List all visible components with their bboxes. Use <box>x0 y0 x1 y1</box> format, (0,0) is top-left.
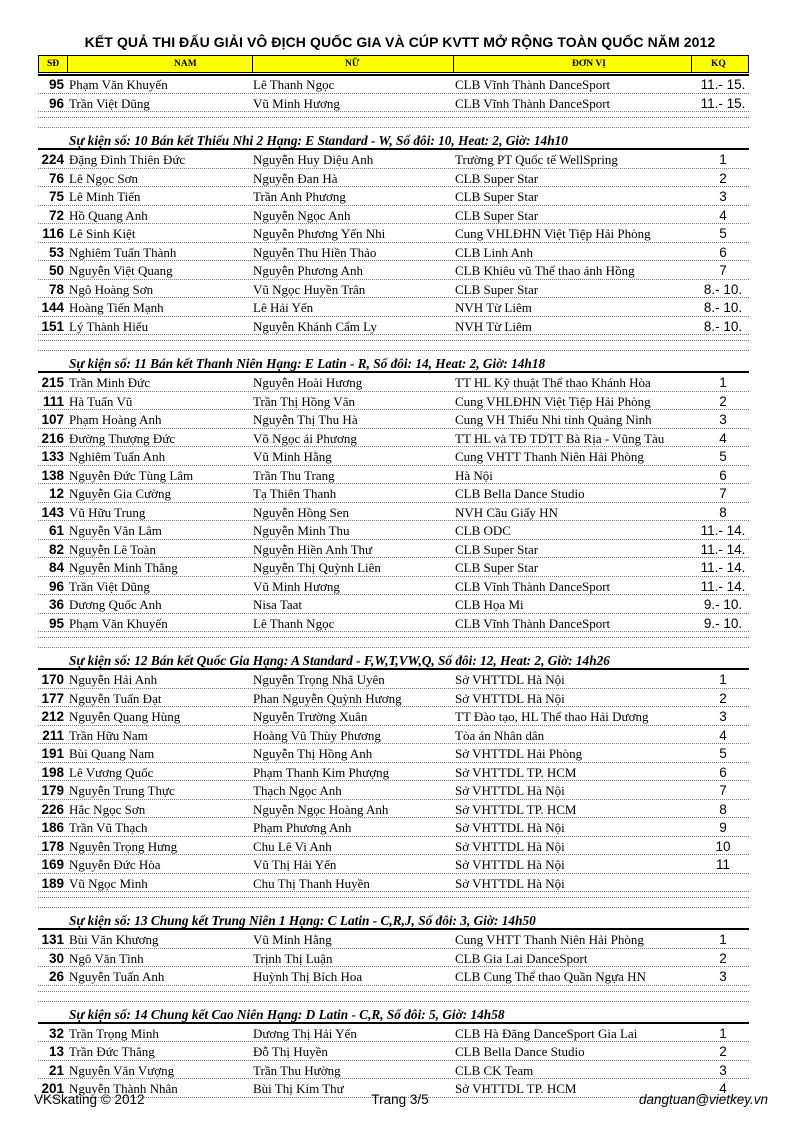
male-dancer: Nghiêm Tuấn Anh <box>69 449 166 464</box>
female-dancer: Nguyễn Minh Thu <box>253 523 350 538</box>
couple-number: 151 <box>41 318 64 334</box>
result: 5 <box>719 746 727 761</box>
club-name: Cung VHLĐHN Việt Tiệp Hải Phòng <box>455 226 651 241</box>
club-name: Sở VHTTDL Hà Nội <box>455 690 565 706</box>
couple-number: 36 <box>48 597 64 612</box>
club-name: CLB Vĩnh Thành DanceSport <box>455 615 611 631</box>
table-row <box>0 95 800 114</box>
couple-number: 61 <box>48 523 64 538</box>
male-dancer: Nguyễn Việt Quang <box>69 263 173 278</box>
result: 9.- 10. <box>703 597 743 612</box>
club-name: Sở VHTTDL Hà Nội <box>455 857 565 872</box>
result: 4 <box>719 1081 727 1096</box>
table-row <box>0 968 800 987</box>
male-dancer: Hắc Ngọc Sơn <box>69 801 146 817</box>
female-dancer: Nguyễn Trọng Nhã Uyên <box>253 672 385 687</box>
couple-number: 107 <box>41 412 64 427</box>
club-name: NVH Từ Liêm <box>455 318 532 334</box>
table-row <box>0 671 800 690</box>
table-row <box>0 819 800 838</box>
male-dancer: Trần Trọng Minh <box>69 1025 159 1041</box>
male-dancer: Nguyễn Gia Cường <box>69 486 172 501</box>
male-dancer: Trần Vũ Thạch <box>69 820 148 835</box>
table-row <box>0 856 800 875</box>
female-dancer: Nguyễn Thị Quỳnh Liên <box>253 560 381 575</box>
table-row <box>0 281 800 300</box>
female-dancer: Nguyễn Ngọc Anh <box>253 207 351 223</box>
event-heading <box>0 131 800 151</box>
table-row <box>0 188 800 207</box>
male-dancer: Trần Hữu Nam <box>69 727 148 743</box>
couple-number: 186 <box>41 820 64 835</box>
table-row <box>0 1062 800 1081</box>
section-gap <box>38 340 749 351</box>
section-gap <box>38 897 749 908</box>
club-name: CLB Super Star <box>455 541 539 557</box>
male-dancer: Dương Quốc Anh <box>69 597 162 612</box>
female-dancer: Nguyễn Đan Hà <box>253 170 338 186</box>
event-heading <box>0 911 800 931</box>
table-row <box>0 690 800 709</box>
club-name: CLB Cung Thể thao Quần Ngựa HN <box>455 969 646 984</box>
table-row <box>0 578 800 597</box>
male-dancer: Nguyễn Văn Lâm <box>69 523 162 538</box>
couple-number: 75 <box>48 189 64 204</box>
female-dancer: Dương Thị Hải Yến <box>253 1025 357 1041</box>
header-nam: NAM <box>174 59 197 69</box>
club-name: NVH Cầu Giấy HN <box>455 504 558 520</box>
table-row <box>0 318 800 337</box>
female-dancer: Vũ Minh Hương <box>253 95 340 111</box>
event-heading <box>0 354 800 374</box>
couple-number: 53 <box>48 244 64 260</box>
result: 8 <box>719 504 727 520</box>
footer-copyright: VKSkating © 2012 <box>34 1092 145 1107</box>
table-row <box>0 467 800 486</box>
result: 9 <box>719 820 727 835</box>
result: 2 <box>719 690 727 706</box>
result: 1 <box>719 1025 727 1041</box>
female-dancer: Nguyễn Huy Diệu Anh <box>253 152 374 167</box>
male-dancer: Nguyễn Văn Vượng <box>69 1062 175 1078</box>
result: 11.- 15. <box>700 95 746 111</box>
female-dancer: Phạm Thanh Kim Phượng <box>253 764 390 780</box>
female-dancer: Nguyễn Hoài Hương <box>253 375 363 390</box>
section-gap <box>38 117 749 128</box>
female-dancer: Nguyễn Ngọc Hoàng Anh <box>253 801 389 817</box>
result: 7 <box>719 486 727 501</box>
result: 3 <box>719 189 727 204</box>
couple-number: 177 <box>41 690 64 706</box>
couple-number: 96 <box>48 578 64 594</box>
result: 8.- 10. <box>703 300 743 315</box>
club-name: Sở VHTTDL Hà Nội <box>455 820 565 835</box>
couple-number: 170 <box>41 672 64 687</box>
table-row <box>0 76 800 95</box>
male-dancer: Lê Minh Tiến <box>69 189 141 204</box>
female-dancer: Lê Thanh Ngọc <box>253 615 335 631</box>
couple-number: 169 <box>41 857 64 872</box>
male-dancer: Nguyễn Minh Thắng <box>69 560 178 575</box>
couple-number: 144 <box>41 300 64 315</box>
section-gap <box>38 637 749 648</box>
female-dancer: Nguyễn Hiền Anh Thư <box>253 541 373 557</box>
result: 1 <box>719 672 727 687</box>
table-row <box>0 782 800 801</box>
female-dancer: Huỳnh Thị Bích Hoa <box>253 969 363 984</box>
table-row <box>0 262 800 281</box>
female-dancer: Bùi Thị Kim Thư <box>253 1081 344 1096</box>
table-row <box>0 151 800 170</box>
result: 3 <box>719 969 727 984</box>
club-name: CLB Gia Lai DanceSport <box>455 950 588 966</box>
header-donvi: ĐƠN VỊ <box>572 59 606 69</box>
couple-number: 215 <box>41 375 64 390</box>
couple-number: 84 <box>48 560 64 575</box>
table-row <box>0 727 800 746</box>
result: 11.- 14. <box>700 560 746 575</box>
club-name: CLB Bella Dance Studio <box>455 486 585 501</box>
club-name: CLB CK Team <box>455 1062 534 1078</box>
male-dancer: Lý Thành Hiếu <box>69 318 149 334</box>
couple-number: 179 <box>41 783 64 798</box>
male-dancer: Nguyễn Đức Hòa <box>69 857 161 872</box>
couple-number: 96 <box>48 95 64 111</box>
table-row <box>0 504 800 523</box>
female-dancer: Lê Hải Yến <box>253 300 314 315</box>
result: 4 <box>719 727 727 743</box>
female-dancer: Chu Lê Vi Anh <box>253 838 332 854</box>
male-dancer: Phạm Văn Khuyến <box>69 615 168 631</box>
table-row <box>0 950 800 969</box>
male-dancer: Trần Việt Dũng <box>69 95 150 111</box>
club-name: Cung VHTT Thanh Niên Hải Phòng <box>455 932 644 947</box>
result: 6 <box>719 244 727 260</box>
club-name: CLB Super Star <box>455 207 539 223</box>
footer-page-number: Trang 3/5 <box>371 1092 429 1107</box>
couple-number: 198 <box>41 764 64 780</box>
male-dancer: Bùi Văn Khương <box>69 932 159 947</box>
female-dancer: Hoàng Vũ Thùy Phương <box>253 727 381 743</box>
male-dancer: Hoàng Tiến Mạnh <box>69 300 164 315</box>
result: 11.- 15. <box>700 77 746 92</box>
female-dancer: Đỗ Thị Huyền <box>253 1044 328 1059</box>
female-dancer: Tạ Thiên Thanh <box>253 486 337 501</box>
table-row <box>0 596 800 615</box>
result: 1 <box>719 152 727 167</box>
result: 11.- 14. <box>700 523 746 538</box>
male-dancer: Nguyễn Đức Tùng Lâm <box>69 467 194 483</box>
club-name: CLB Vĩnh Thành DanceSport <box>455 77 611 92</box>
result: 5 <box>719 226 727 241</box>
header-nu: NỮ <box>345 59 360 69</box>
female-dancer: Nguyễn Thu Hiền Thảo <box>253 244 377 260</box>
couple-number: 189 <box>41 875 64 891</box>
club-name: Hà Nội <box>455 467 493 483</box>
male-dancer: Nghiêm Tuấn Thành <box>69 244 177 260</box>
couple-number: 111 <box>42 393 64 409</box>
table-row <box>0 559 800 578</box>
club-name: Cung VHLĐHN Việt Tiệp Hải Phòng <box>455 393 651 409</box>
female-dancer: Chu Thị Thanh Huyền <box>253 875 370 891</box>
club-name: Sở VHTTDL TP. HCM <box>455 764 577 780</box>
table-row <box>0 541 800 560</box>
result: 7 <box>719 263 727 278</box>
club-name: CLB Vĩnh Thành DanceSport <box>455 95 611 111</box>
female-dancer: Vũ Minh Hằng <box>253 932 332 947</box>
table-row <box>0 393 800 412</box>
couple-number: 178 <box>41 838 64 854</box>
club-name: Sở VHTTDL Hà Nội <box>455 672 565 687</box>
table-row <box>0 764 800 783</box>
couple-number: 26 <box>48 969 64 984</box>
couple-number: 30 <box>48 950 64 966</box>
couple-number: 21 <box>48 1062 64 1078</box>
header-kq: KQ <box>711 59 726 69</box>
table-row <box>0 801 800 820</box>
male-dancer: Nguyễn Trọng Hưng <box>69 838 178 854</box>
club-name: CLB Khiêu vũ Thể thao ánh Hồng <box>455 263 635 278</box>
table-row <box>0 875 800 894</box>
table-row <box>0 411 800 430</box>
club-name: CLB ODC <box>455 523 511 538</box>
club-name: CLB Vĩnh Thành DanceSport <box>455 578 611 594</box>
male-dancer: Vũ Hữu Trung <box>69 504 146 520</box>
result: 10 <box>715 838 731 854</box>
table-row <box>0 1043 800 1062</box>
club-name: Sở VHTTDL TP. HCM <box>455 801 577 817</box>
club-name: CLB Super Star <box>455 281 539 297</box>
male-dancer: Lê Vương Quốc <box>69 764 154 780</box>
male-dancer: Nguyễn Tuấn Anh <box>69 969 165 984</box>
female-dancer: Vũ Minh Hương <box>253 578 340 594</box>
result: 9.- 10. <box>703 615 743 631</box>
result: 4 <box>719 207 727 223</box>
table-row <box>0 299 800 318</box>
male-dancer: Nguyễn Quang Hùng <box>69 709 181 724</box>
female-dancer: Nguyễn Khánh Cẩm Ly <box>253 318 377 334</box>
club-name: TT HL Kỹ thuật Thể thao Khánh Hòa <box>455 375 651 390</box>
couple-number: 138 <box>41 467 64 483</box>
female-dancer: Nguyễn Trường Xuân <box>253 709 368 724</box>
result: 6 <box>719 467 727 483</box>
result: 4 <box>719 430 727 446</box>
couple-number: 201 <box>41 1081 64 1096</box>
male-dancer: Trần Đức Thắng <box>69 1044 155 1059</box>
couple-number: 131 <box>41 932 64 947</box>
result: 11.- 14. <box>700 578 746 594</box>
result: 7 <box>719 783 727 798</box>
event-title: Sự kiện số: 13 Chung kết Trung Niên 1 Hạng: C Latin - C,R,J, Số đôi: 3, Giờ: 14h50 <box>69 913 536 928</box>
female-dancer: Nguyễn Phương Yến Nhi <box>253 226 386 241</box>
result: 1 <box>719 375 727 390</box>
club-name: Sở VHTTDL Hà Nội <box>455 838 565 854</box>
result: 3 <box>719 1062 727 1078</box>
club-name: CLB Bella Dance Studio <box>455 1044 585 1059</box>
male-dancer: Trần Việt Dũng <box>69 578 150 594</box>
female-dancer: Trần Anh Phương <box>253 189 346 204</box>
couple-number: 50 <box>48 263 64 278</box>
male-dancer: Hà Tuấn Vũ <box>69 393 133 409</box>
male-dancer: Nguyễn Hải Anh <box>69 672 158 687</box>
couple-number: 116 <box>42 226 64 241</box>
club-name: Sở VHTTDL Hà Nội <box>455 783 565 798</box>
result: 8 <box>719 801 727 817</box>
result: 8.- 10. <box>703 281 743 297</box>
male-dancer: Ngô Văn Tình <box>69 950 144 966</box>
couple-number: 13 <box>48 1044 64 1059</box>
male-dancer: Lê Sinh Kiệt <box>69 226 136 241</box>
result: 6 <box>719 764 727 780</box>
table-row <box>0 225 800 244</box>
result: 11 <box>715 857 730 872</box>
table-row <box>0 708 800 727</box>
event-heading <box>0 651 800 671</box>
male-dancer: Phạm Văn Khuyến <box>69 77 168 92</box>
table-row <box>0 615 800 634</box>
couple-number: 12 <box>48 486 64 501</box>
result: 2 <box>719 170 727 186</box>
couple-number: 212 <box>41 709 64 724</box>
club-name: CLB Họa Mi <box>455 597 524 612</box>
couple-number: 95 <box>48 615 64 631</box>
male-dancer: Phạm Hoàng Anh <box>69 412 162 427</box>
male-dancer: Nguyễn Lê Toàn <box>69 541 156 557</box>
club-name: TT Đào tạo, HL Thể thao Hải Dương <box>455 709 649 724</box>
female-dancer: Nguyễn Phương Anh <box>253 263 363 278</box>
result: 1 <box>719 932 727 947</box>
event-heading <box>0 1005 800 1025</box>
result: 2 <box>719 950 727 966</box>
event-title: Sự kiện số: 11 Bán kết Thanh Niên Hạng: E Latin - R, Số đôi: 14, Heat: 2, Giờ: 14h18 <box>69 356 546 371</box>
female-dancer: Vũ Ngọc Huyền Trân <box>253 281 366 297</box>
club-name: Sở VHTTDL Hải Phòng <box>455 746 583 761</box>
couple-number: 95 <box>48 77 64 92</box>
club-name: Sở VHTTDL TP. HCM <box>455 1081 577 1096</box>
result: 3 <box>719 709 727 724</box>
club-name: CLB Super Star <box>455 560 539 575</box>
couple-number: 211 <box>42 727 64 743</box>
club-name: Cung VH Thiếu Nhi tỉnh Quảng Ninh <box>455 412 652 427</box>
female-dancer: Nguyễn Thị Thu Hà <box>253 412 358 427</box>
female-dancer: Vũ Thị Hải Yến <box>253 857 337 872</box>
table-row <box>0 244 800 263</box>
club-name: CLB Linh Anh <box>455 244 534 260</box>
table-header <box>38 55 749 73</box>
female-dancer: Phan Nguyễn Quỳnh Hương <box>253 690 402 706</box>
club-name: Tòa án Nhân dân <box>455 727 545 743</box>
couple-number: 32 <box>48 1025 64 1041</box>
female-dancer: Phạm Phương Anh <box>253 820 352 835</box>
club-name: CLB Hà Đăng DanceSport Gia Lai <box>455 1025 638 1041</box>
table-row <box>0 1025 800 1044</box>
male-dancer: Bùi Quang Nam <box>69 746 155 761</box>
male-dancer: Nguyễn Tuấn Đạt <box>69 690 162 706</box>
male-dancer: Ngô Hoàng Sơn <box>69 281 154 297</box>
table-row <box>0 170 800 189</box>
club-name: Trường PT Quốc tế WellSpring <box>455 152 618 167</box>
couple-number: 78 <box>48 281 64 297</box>
couple-number: 72 <box>48 207 64 223</box>
club-name: CLB Super Star <box>455 189 539 204</box>
couple-number: 76 <box>48 170 64 186</box>
section-gap <box>38 991 749 1002</box>
couple-number: 133 <box>41 449 64 464</box>
female-dancer: Lê Thanh Ngọc <box>253 77 335 92</box>
header-sd: SĐ <box>47 59 60 69</box>
table-row <box>0 430 800 449</box>
event-title: Sự kiện số: 10 Bán kết Thiếu Nhi 2 Hạng: E Standard - W, Số đôi: 10, Heat: 2, Giờ: 14h10 <box>69 133 568 148</box>
table-row <box>0 448 800 467</box>
table-row <box>0 485 800 504</box>
male-dancer: Nguyễn Thành Nhân <box>69 1081 178 1096</box>
female-dancer: Nguyễn Thị Hồng Anh <box>253 746 373 761</box>
club-name: Sở VHTTDL Hà Nội <box>455 875 565 891</box>
male-dancer: Vũ Ngọc Minh <box>69 875 148 891</box>
female-dancer: Trần Thị Hồng Vân <box>253 393 355 409</box>
male-dancer: Nguyễn Trung Thực <box>69 783 175 798</box>
event-title: Sự kiện số: 14 Chung kết Cao Niên Hạng: D Latin - C,R, Số đôi: 5, Giờ: 14h58 <box>69 1006 505 1022</box>
club-name: NVH Từ Liêm <box>455 300 532 315</box>
female-dancer: Võ Ngọc ái Phương <box>253 430 357 446</box>
result: 2 <box>719 393 727 409</box>
female-dancer: Vũ Minh Hằng <box>253 449 332 464</box>
result: 11.- 14. <box>700 541 746 557</box>
table-row <box>0 838 800 857</box>
table-row <box>0 207 800 226</box>
couple-number: 143 <box>41 504 64 520</box>
male-dancer: Đặng Đình Thiên Đức <box>69 152 186 167</box>
club-name: TT HL và TĐ TDTT Bà Rịa - Vũng Tàu <box>455 430 665 446</box>
couple-number: 216 <box>41 430 64 446</box>
event-title: Sự kiện số: 12 Bán kết Quốc Gia Hạng: A Standard - F,W,T,VW,Q, Số đôi: 12, Heat: 2, Giờ: 14h26 <box>69 653 610 668</box>
result: 3 <box>719 412 727 427</box>
table-row <box>0 745 800 764</box>
result: 8.- 10. <box>703 318 743 334</box>
footer-email: dangtuan@vietkey.vn <box>638 1092 768 1107</box>
club-name: CLB Super Star <box>455 170 539 186</box>
male-dancer: Lê Ngọc Sơn <box>69 170 138 186</box>
couple-number: 191 <box>41 746 64 761</box>
couple-number: 82 <box>48 541 64 557</box>
result: 5 <box>719 449 727 464</box>
male-dancer: Hồ Quang Anh <box>69 207 148 223</box>
table-row <box>0 522 800 541</box>
female-dancer: Thạch Ngọc Anh <box>253 783 342 798</box>
female-dancer: Trần Thu Trang <box>253 467 335 483</box>
male-dancer: Trần Minh Đức <box>69 375 150 390</box>
couple-number: 224 <box>41 152 64 167</box>
female-dancer: Nguyễn Hồng Sen <box>253 504 350 520</box>
male-dancer: Đường Thượng Đức <box>69 430 176 446</box>
female-dancer: Trịnh Thị Luận <box>253 950 333 966</box>
club-name: Cung VHTT Thanh Niên Hải Phòng <box>455 449 644 464</box>
female-dancer: Trần Thu Hường <box>253 1062 341 1078</box>
table-row <box>0 931 800 950</box>
table-row <box>0 374 800 393</box>
result: 2 <box>719 1044 727 1059</box>
female-dancer: Nisa Taat <box>253 597 303 612</box>
couple-number: 226 <box>41 801 64 817</box>
page-title: KẾT QUẢ THI ĐẤU GIẢI VÔ ĐỊCH QUỐC GIA VÀ CÚP KVTT MỞ RỘNG TOÀN QUỐC NĂM 2012 <box>84 34 716 50</box>
